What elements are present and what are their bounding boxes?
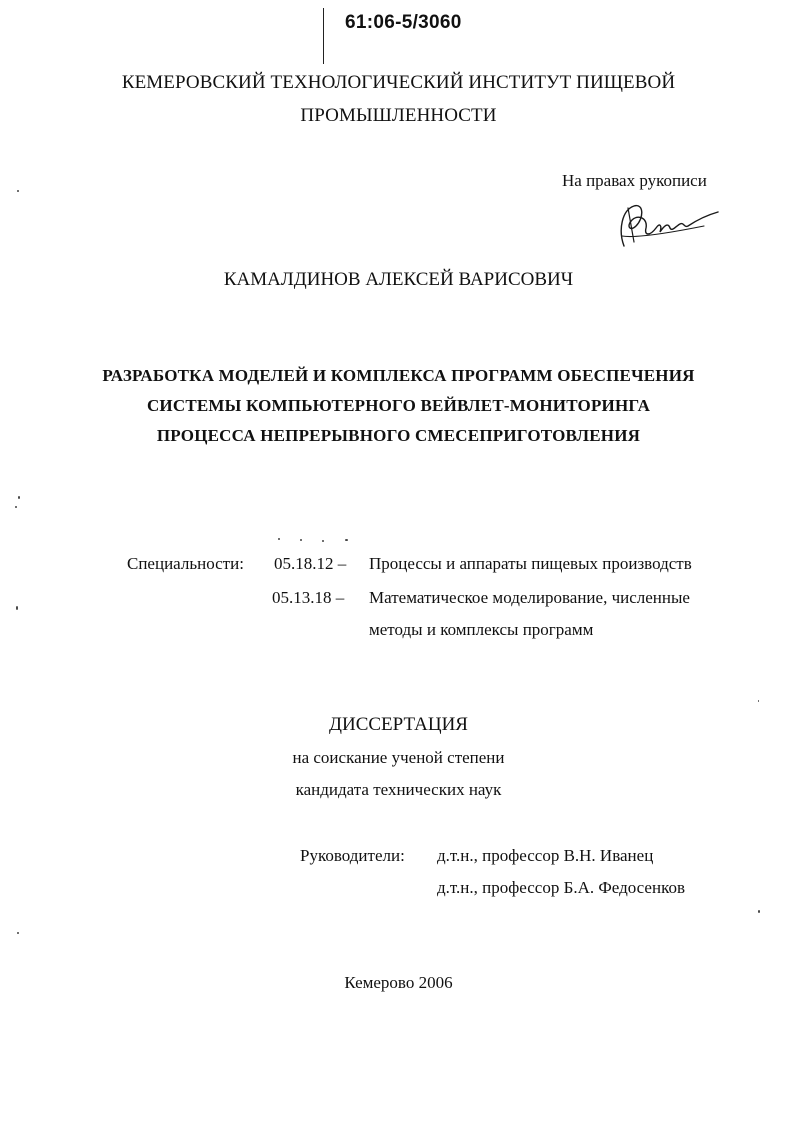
catalog-stamp: 61:06-5/3060 xyxy=(345,12,462,33)
scan-speck xyxy=(345,539,348,541)
scan-speck xyxy=(758,700,759,702)
scan-speck xyxy=(15,506,17,508)
degree-line-1: на соискание ученой степени xyxy=(292,748,505,767)
scan-speck xyxy=(322,540,324,542)
author-name: КАМАЛДИНОВ АЛЕКСЕЙ ВАРИСОВИЧ xyxy=(223,269,574,290)
thesis-title-line-1: РАЗРАБОТКА МОДЕЛЕЙ И КОМПЛЕКСА ПРОГРАММ ОБЕСПЕЧЕНИЯ xyxy=(102,366,695,385)
scan-speck xyxy=(758,910,760,913)
thesis-title-line-2: СИСТЕМЫ КОМПЬЮТЕРНОГО ВЕЙВЛЕТ-МОНИТОРИНГА xyxy=(146,396,651,415)
scan-speck xyxy=(278,538,280,540)
supervisors-label: Руководители: xyxy=(300,846,405,865)
specialties-label: Специальности: xyxy=(127,554,244,573)
scan-speck xyxy=(300,539,302,541)
scan-speck xyxy=(16,606,18,610)
author-signature xyxy=(604,196,724,256)
scan-speck xyxy=(17,932,19,934)
supervisor-name: д.т.н., профессор В.Н. Иванец xyxy=(437,846,654,865)
institution-line-1: КЕМЕРОВСКИЙ ТЕХНОЛОГИЧЕСКИЙ ИНСТИТУТ ПИЩЕВОЙ xyxy=(121,72,676,93)
document-type-heading: ДИССЕРТАЦИЯ xyxy=(329,714,468,735)
margin-rule xyxy=(323,8,324,64)
thesis-title-line-3: ПРОЦЕССА НЕПРЕРЫВНОГО СМЕСЕПРИГОТОВЛЕНИЯ xyxy=(156,426,641,445)
specialty-code: 05.18.12 – xyxy=(274,554,347,573)
scan-speck xyxy=(17,190,19,192)
manuscript-rights-note: На правах рукописи xyxy=(562,171,707,190)
degree-line-2: кандидата технических наук xyxy=(295,780,502,799)
institution-line-2: ПРОМЫШЛЕННОСТИ xyxy=(300,105,497,126)
supervisor-name: д.т.н., профессор Б.А. Федосенков xyxy=(437,878,686,897)
scan-speck xyxy=(18,496,20,499)
specialty-name-continuation: методы и комплексы программ xyxy=(369,620,594,639)
city-and-year: Кемерово 2006 xyxy=(344,973,453,992)
specialty-name: Математическое моделирование, численные xyxy=(369,588,690,607)
specialty-name: Процессы и аппараты пищевых производств xyxy=(369,554,692,573)
specialty-code: 05.13.18 – xyxy=(272,588,345,607)
